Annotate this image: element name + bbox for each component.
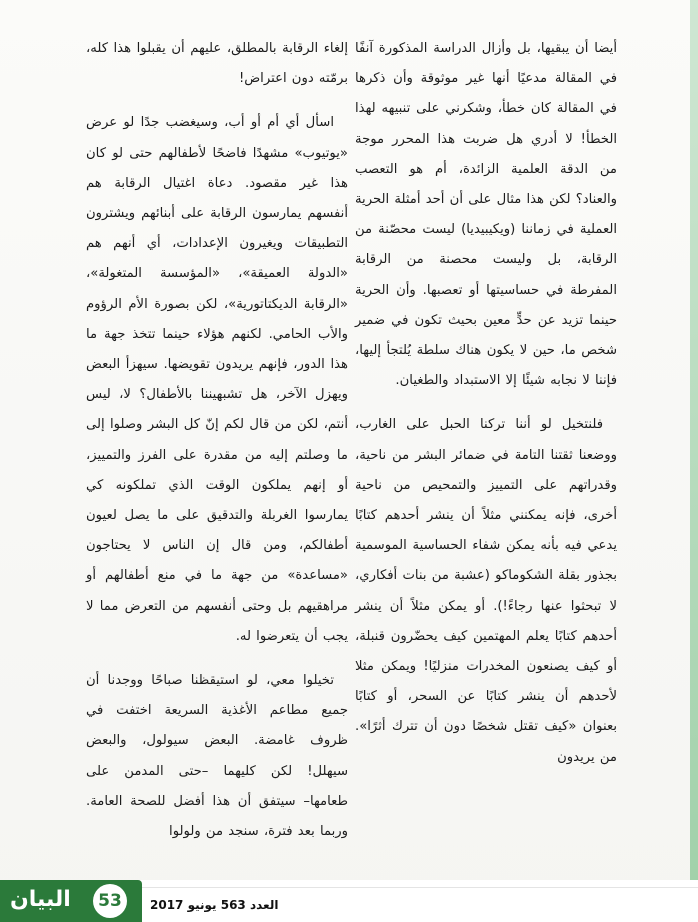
magazine-name: البيان <box>10 887 71 912</box>
paragraph: تخيلوا معي، لو استيقظنا صباحًا ووجدنا أن جميع مطاعم الأغذية السريعة اختفت في ظروف غامضة. البعض سيولول، والبعض سيهلل! لكن كليهما –حتى المدمن على طعامها– سيتفق أن هذا أفضل للصحة العامة. وربما بعد فترة، سنجد من ولولوا <box>86 673 348 840</box>
issue-info: العدد 563 يونيو 2017 <box>150 898 279 912</box>
paragraph: أيضا أن يبقيها، بل وأزال الدراسة المذكورة آنفًا في المقالة مدعيًا أنها غير موثوقة وأن ذكرها في المقالة كان خطأ، وشكرني على تنبيهه لهذا الخطأ! لا أدري هل ضربت هذا المحرر موجة من الدقة العلمية الزائدة، أم هو التعصب والعناد؟ لكن هذا مثال على أن أحد أمثلة الحرية العملية في زماننا (ويكيبيديا) ليست محصّنة من الرقابة، بل وليست محصنة من الرقابة المفرطة في حساسيتها أو تعصبها. وأن الحرية حينما تزيد عن حدٍّ معين بحيث تكون في ضمير شخص ما، حين لا يكون هناك سلطة يُلتجأ إليها، فإننا لا نجابه شيئًا إلا الاستبداد والطغيان. <box>354 41 617 389</box>
paragraph: فلنتخيل لو أننا تركنا الحبل على الغارب، ووضعنا ثقتنا التامة في ضمائر البشر من ناحية، وقدراتهم على التمييز والتمحيص من ناحية أخرى، فإنه يمكنني مثلاً أن ينشر أحدهم كتابًا يدعي فيه بأنه يمكن شفاء الحساسية الموسمية بجذور بقلة الشكوماكو (عشبة من بنات أفكاري، لا تبحثوا عنها رجاءً!). أو يمكن مثلاً أن ينشر أحدهم كتابًا يعلم المهتمين كيف يحضّرون قنبلة، أو كيف يصنعون المخدرات منزليًا! ويمكن مثلا لأحدهم أن ينشر كتابًا عن السحر، أو كتابًا بعنوان «كيف تقتل شخصًا دون أن تترك أثرًا». من يريدون <box>355 417 617 765</box>
magazine-logo <box>0 880 142 922</box>
article-column-right <box>355 34 617 787</box>
paragraph: اسأل أي أم أو أب، وسيغضب جدًا لو عرض «يوتيوب» مشهدًا فاضحًا لأطفالهم حتى لو كان هذا غير مقصود. دعاة اغتيال الرقابة هم أنفسهم يمارسون الرقابة على أبنائهم ويشترون التطبيقات ويغيرون الإعدادات، أي أنهم هم «الدولة العميقة»، «المؤسسة المتغولة»، «الرقابة الديكتاتورية»، لكن بصورة الأم الرؤوم والأب الحامي. لكنهم هؤلاء حينما تتخذ جهة ما هذا الدور، فإنهم يريدون تقويضها. سيهزأ البعض ويهزل الآخر، هل تشبهيننا بالأطفال؟ لا، ليس أنتم، لكن من قال لكم إنّ كل البشر وصلوا إلى ما وصلتم إليه من مقدرة على الفرز والتمييز، أو إنهم يملكون الوقت الذي تملكونه كي يمارسوا الغربلة والتدقيق على ما يصل لعيون أطفالكم، ومن قال إن الناس لا يحتاجون «مساعدة» من جهة ما في منع أطفالهم أو مراهقيهم بل وحتى أنفسهم من التعرض مما لا يجب أن يتعرضوا له. <box>86 115 348 644</box>
paragraph: إلغاء الرقابة بالمطلق، عليهم أن يقبلوا هذا كله، برمّته دون اعتراض! <box>86 41 348 87</box>
page-edge-decoration <box>690 0 698 922</box>
article-column-left <box>86 34 348 861</box>
page-footer <box>0 880 698 922</box>
page-number: 53 <box>93 884 127 918</box>
